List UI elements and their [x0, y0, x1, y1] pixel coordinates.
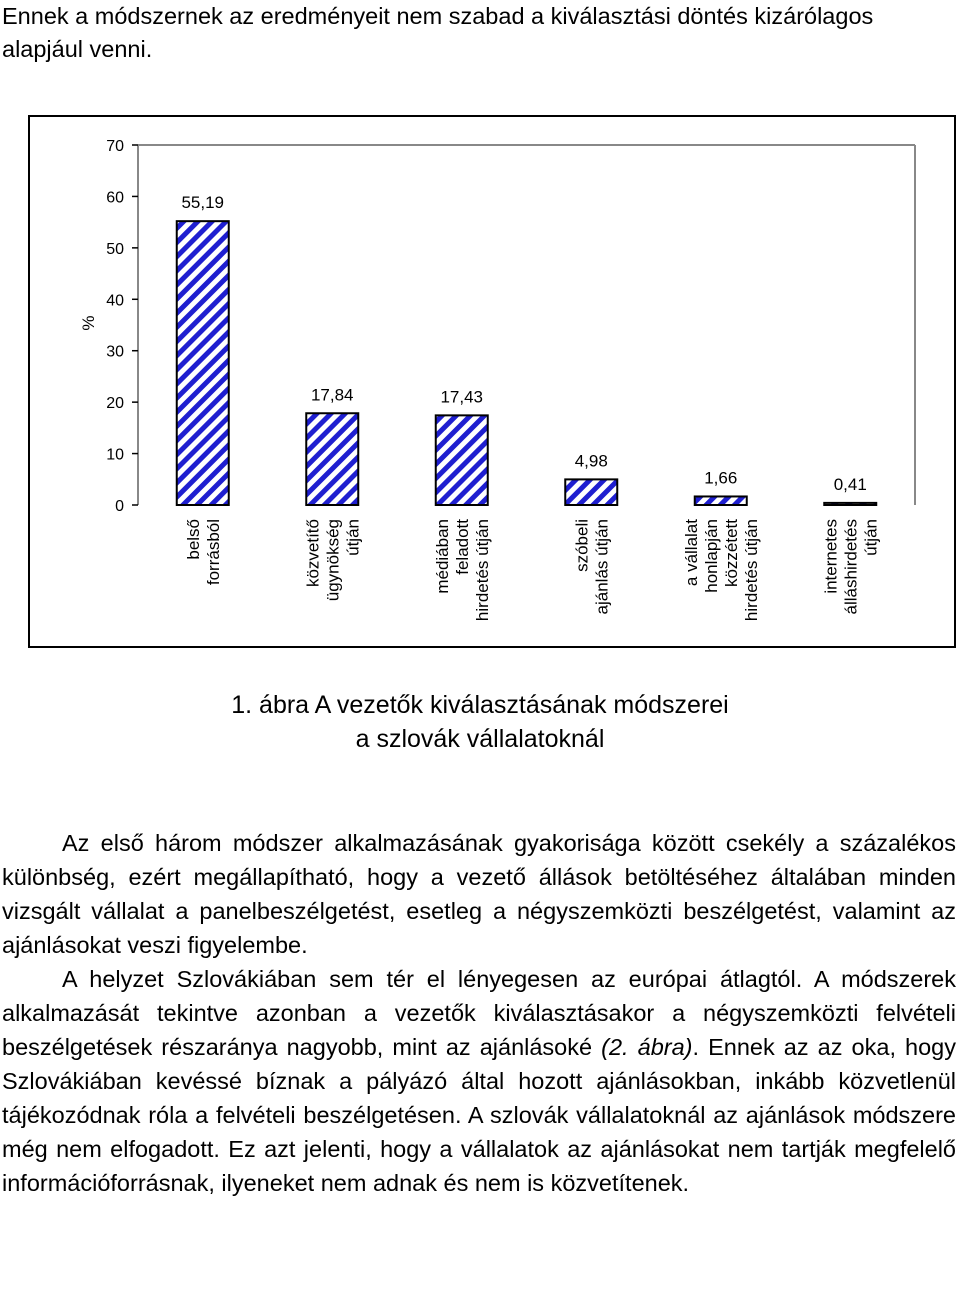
- bar-1: [177, 221, 229, 505]
- figure-reference: (2. ábra): [601, 1034, 693, 1060]
- bar-4: [565, 479, 617, 505]
- y-tick-label: 40: [106, 292, 124, 310]
- chart-frame: [28, 115, 956, 648]
- bar-3: [436, 415, 488, 505]
- category-label-line: ügynökség: [323, 519, 343, 602]
- chart-bars: [177, 221, 877, 505]
- category-label-line: honlapján: [701, 519, 721, 593]
- chart-labels: [181, 193, 880, 621]
- bar-6: [824, 503, 876, 505]
- y-tick-label: 70: [106, 138, 124, 155]
- bar-2: [306, 413, 358, 505]
- category-label-line: hirdetés útján: [472, 519, 492, 622]
- data-label-2: 17,84: [310, 385, 354, 405]
- category-label-line: közzétett: [721, 519, 741, 588]
- paragraph-1: [2, 826, 956, 962]
- data-label-3: 17,43: [440, 387, 484, 407]
- y-tick-label: 60: [106, 189, 124, 207]
- y-tick-label: 20: [106, 395, 124, 413]
- category-label-line: álláshirdetés: [841, 519, 861, 615]
- category-label-line: közvetítő: [303, 519, 323, 588]
- category-label-line: útján: [343, 519, 363, 556]
- category-label-line: feladott: [452, 519, 472, 575]
- y-tick-label: 0: [115, 498, 124, 515]
- y-tick-label: 30: [106, 343, 124, 361]
- figure-caption: [0, 688, 960, 756]
- paragraph-2-text-b: . Ennek az az oka, hogy Szlovákiában kevéssé bíznak a pályázó által hozott ajánlásokban, inkább közvetlenül tájékozódnak róla a felvételi beszélgetésen. A szlovák vállalatoknál az ajánlások módszere még nem elfogadott. Ez azt jelenti, hogy a vállalatok az ajánlásokat nem tartják megfelelő információforrásnak, ilyeneket nem adnak és nem is közvetítenek.: [2, 1034, 956, 1196]
- data-label-4: 4,98: [574, 451, 608, 471]
- data-label-1: 55,19: [181, 193, 225, 213]
- category-label-line: médiában: [432, 519, 452, 594]
- y-axis-label: %: [79, 315, 98, 331]
- y-tick-label: 50: [106, 240, 124, 258]
- y-tick-label: 10: [106, 446, 124, 464]
- category-label-line: szóbeli: [572, 519, 592, 572]
- paragraph-2: [2, 962, 956, 1200]
- category-label-line: hirdetés útján: [741, 519, 761, 622]
- body-text: [2, 826, 956, 1200]
- category-label-line: internetes: [821, 519, 841, 594]
- bar-chart: [30, 117, 954, 646]
- paragraph-1-text: Az első három módszer alkalmazásának gyakorisága között csekély a százalékos különbség, ezért megállapítható, hogy a vezető állások betöltéséhez általában minden vizsgált vállalat a panelbeszélgetést, esetleg a négyszemközti beszélgetést, valamint az ajánlásokat veszi figyelembe.: [2, 830, 956, 958]
- category-label-line: forrásból: [203, 519, 223, 586]
- category-label-line: útján: [861, 519, 881, 556]
- caption-line-2: a szlovák vállalatoknál: [355, 725, 605, 753]
- intro-paragraph: Ennek a módszernek az eredményeit nem szabad a kiválasztási döntés kizárólagos alapjául venni.: [2, 3, 874, 62]
- data-label-6: 0,41: [833, 474, 867, 494]
- paragraph-2-text-a: A helyzet Szlovákiában sem tér el lényegesen az európai átlagtól. A módszerek alkalmazását tekintve azonban a vezetők kiválasztásakor a négyszemközti felvételi beszélgetések részaránya nagyobb, mint az ajánlásoké: [2, 966, 956, 1060]
- category-label-line: a vállalat: [681, 519, 701, 587]
- category-label-line: belső: [183, 519, 203, 560]
- bar-5: [695, 496, 747, 505]
- caption-line-1: 1. ábra A vezetők kiválasztásának módszerei: [231, 691, 729, 719]
- data-label-5: 1,66: [704, 468, 738, 488]
- category-label-line: ajánlás útján: [592, 519, 612, 615]
